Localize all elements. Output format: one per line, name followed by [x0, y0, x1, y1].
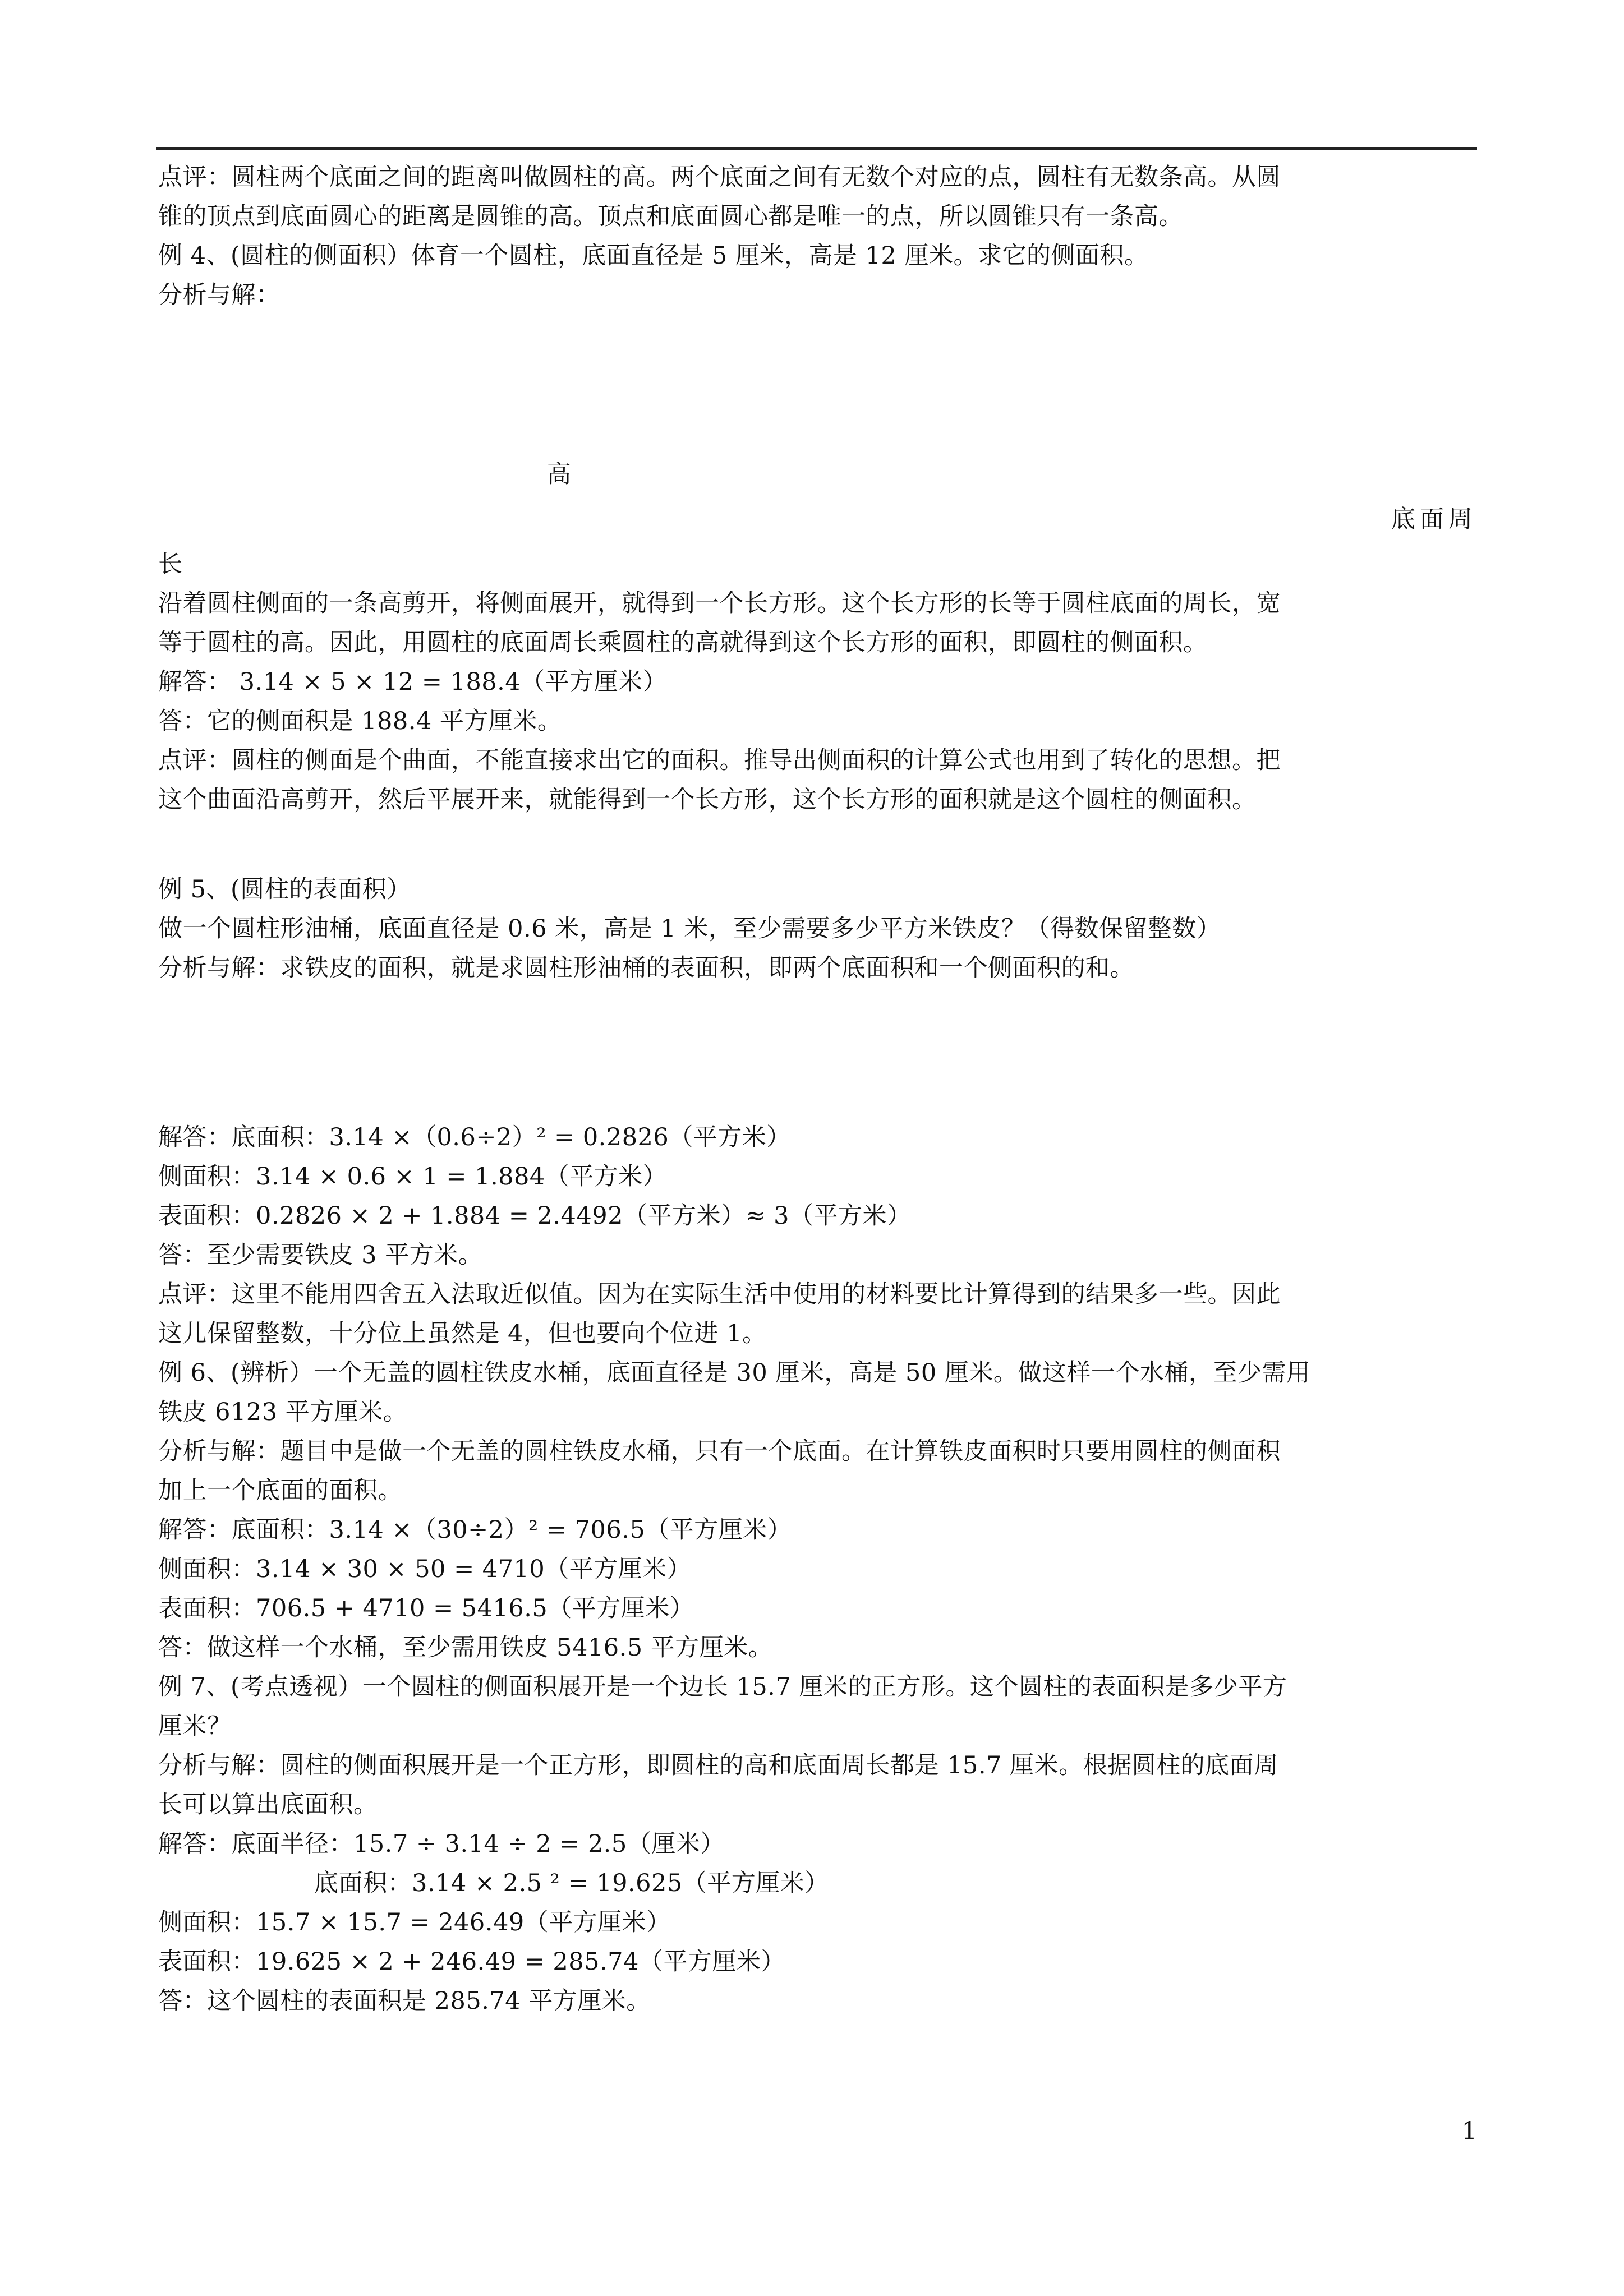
example-6-analysis-2: 加上一个底面的面积。 — [158, 1477, 402, 1505]
example-6-analysis-1: 分析与解：题目中是做一个无盖的圆柱铁皮水桶，只有一个底面。在计算铁皮面积时只要用圆柱的侧面积 — [158, 1437, 1281, 1465]
example-7-answer: 答：这个圆柱的表面积是 285.74 平方厘米。 — [158, 1987, 651, 2015]
example-5-solution-3: 表面积：0.2826 × 2 + 1.884 = 2.4492（平方米）≈ 3（平方米） — [158, 1202, 912, 1230]
figure-label-circumference: 底面周 — [1391, 505, 1477, 533]
analysis-label: 分析与解： — [158, 281, 280, 309]
example-6-solution-1: 解答：底面积：3.14 ×（30÷2）² = 706.5（平方厘米） — [158, 1516, 792, 1544]
example-6-title-continued: 铁皮 6123 平方厘米。 — [158, 1398, 408, 1426]
example-4-title: 例 4、(圆柱的侧面积）体育一个圆柱，底面直径是 5 厘米，高是 12 厘米。求它的侧面积。 — [158, 242, 1149, 270]
page-number: 1 — [1461, 2117, 1477, 2145]
figure-label-continued: 长 — [158, 550, 183, 578]
example-7-analysis-2: 长可以算出底面积。 — [158, 1791, 378, 1819]
example-5-solution-2: 侧面积：3.14 × 0.6 × 1 = 1.884（平方米） — [158, 1163, 668, 1191]
example-5-solution-1: 解答：底面积：3.14 ×（0.6÷2）² = 0.2826（平方米） — [158, 1123, 791, 1151]
example-6-solution-2: 侧面积：3.14 × 30 × 50 = 4710（平方厘米） — [158, 1555, 692, 1583]
example-5-analysis: 分析与解：求铁皮的面积，就是求圆柱形油桶的表面积，即两个底面积和一个侧面积的和。 — [158, 954, 1134, 982]
comment-line-2: 锥的顶点到底面圆心的距离是圆锥的高。顶点和底面圆心都是唯一的点，所以圆锥只有一条高。 — [158, 202, 1183, 230]
example-7-solution-3: 侧面积：15.7 × 15.7 = 246.49（平方厘米） — [158, 1908, 671, 1937]
comment-line-1: 点评：圆柱两个底面之间的距离叫做圆柱的高。两个底面之间有无数个对应的点，圆柱有无数条高。从圆 — [158, 163, 1281, 191]
example-6-solution-3: 表面积：706.5 + 4710 = 5416.5（平方厘米） — [158, 1594, 694, 1622]
example-5-answer: 答：至少需要铁皮 3 平方米。 — [158, 1241, 483, 1269]
example-6-title: 例 6、(辨析）一个无盖的圆柱铁皮水桶，底面直径是 30 厘米，高是 50 厘米。做这样一个水桶，至少需用 — [158, 1359, 1311, 1387]
example-7-solution-2: 底面积：3.14 × 2.5 ² = 19.625（平方厘米） — [314, 1869, 829, 1897]
example-6-answer: 答：做这样一个水桶，至少需用铁皮 5416.5 平方厘米。 — [158, 1634, 773, 1662]
answer-line: 答：它的侧面积是 188.4 平方厘米。 — [158, 707, 562, 735]
explanation-line-2: 等于圆柱的高。因此，用圆柱的底面周长乘圆柱的高就得到这个长方形的面积，即圆柱的侧面积。 — [158, 629, 1208, 657]
explanation-line-1: 沿着圆柱侧面的一条高剪开，将侧面展开，就得到一个长方形。这个长方形的长等于圆柱底面的周长，宽 — [158, 589, 1281, 617]
example-5-question: 做一个圆柱形油桶，底面直径是 0.6 米，高是 1 米，至少需要多少平方米铁皮？（得数保留整数） — [158, 915, 1221, 943]
example-7-title-continued: 厘米？ — [158, 1712, 232, 1740]
example-5-title: 例 5、(圆柱的表面积） — [158, 875, 411, 903]
figure-label-height: 高 — [547, 460, 571, 488]
example-7-title: 例 7、(考点透视）一个圆柱的侧面积展开是一个边长 15.7 厘米的正方形。这个圆柱的表面积是多少平方 — [158, 1673, 1287, 1701]
solution-line: 解答： 3.14 × 5 × 12 = 188.4（平方厘米） — [158, 668, 668, 696]
comment-line-3: 点评：圆柱的侧面是个曲面，不能直接求出它的面积。推导出侧面积的计算公式也用到了转化的思想。把 — [158, 746, 1281, 774]
example-5-comment-2: 这儿保留整数，十分位上虽然是 4，但也要向个位进 1。 — [158, 1320, 767, 1348]
example-7-solution-1: 解答：底面半径：15.7 ÷ 3.14 ÷ 2 = 2.5（厘米） — [158, 1830, 725, 1858]
header-rule — [156, 147, 1477, 150]
example-7-solution-4: 表面积：19.625 × 2 + 246.49 = 285.74（平方厘米） — [158, 1948, 785, 1976]
comment-line-4: 这个曲面沿高剪开，然后平展开来，就能得到一个长方形，这个长方形的面积就是这个圆柱的侧面积。 — [158, 786, 1257, 814]
example-7-analysis-1: 分析与解：圆柱的侧面积展开是一个正方形，即圆柱的高和底面周长都是 15.7 厘米。根据圆柱的底面周 — [158, 1751, 1278, 1779]
example-5-comment-1: 点评：这里不能用四舍五入法取近似值。因为在实际生活中使用的材料要比计算得到的结果多一些。因此 — [158, 1280, 1281, 1308]
